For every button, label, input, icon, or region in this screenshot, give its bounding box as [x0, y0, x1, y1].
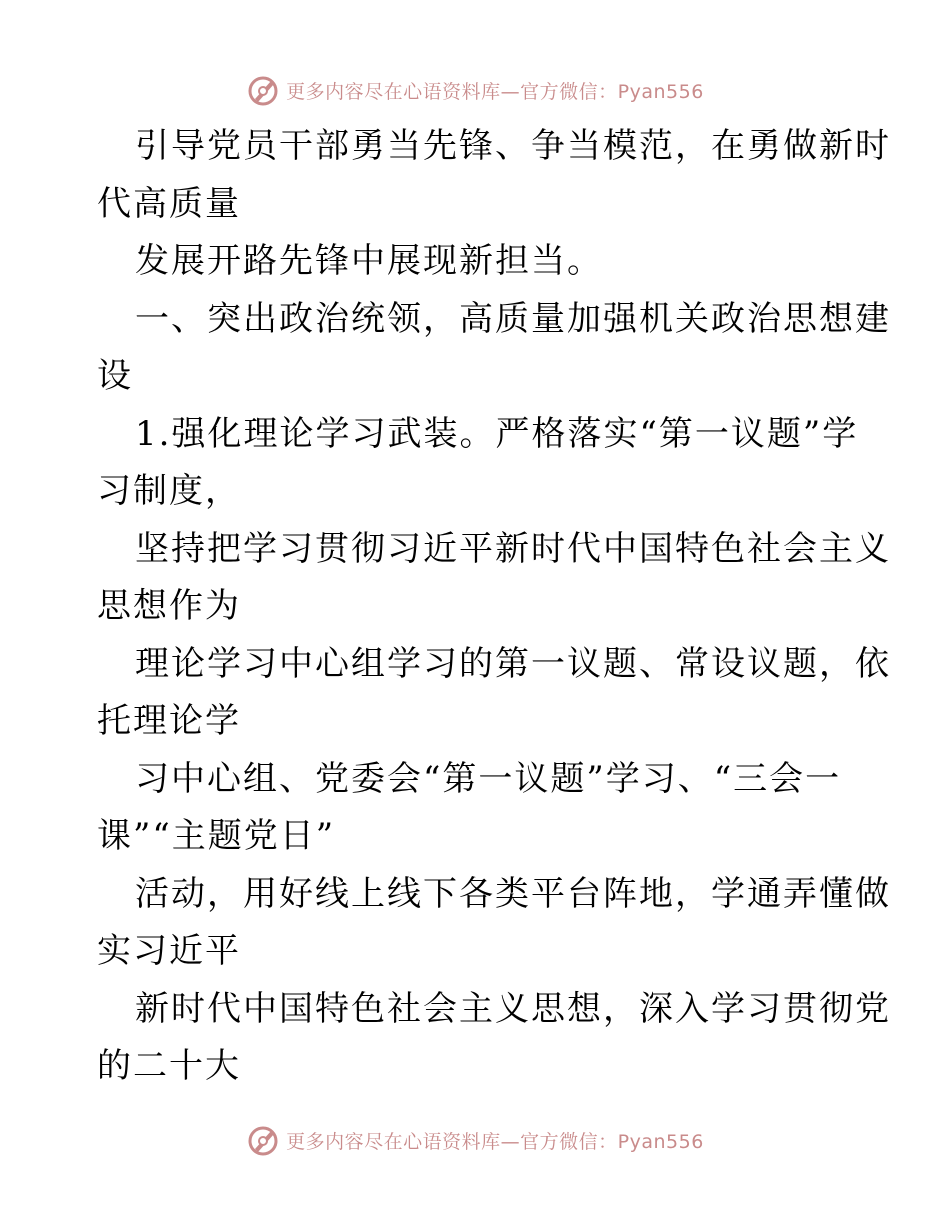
- header-watermark: [0, 70, 950, 110]
- pen-circle-logo-icon: [246, 1123, 280, 1157]
- paragraph: 习中心组、党委会“第一议题”学习、“三会一 课”“主题党日”: [97, 758, 842, 856]
- paragraph: 坚持把学习贯彻习近平新时代中国特色社会主义 思想作为: [97, 528, 891, 626]
- paragraph: 一、突出政治统领，高质量加强机关政治思想建 设: [97, 298, 891, 396]
- footer-watermark: [0, 1120, 950, 1160]
- watermark-text: 更多内容尽在心语资料库—官方微信：Pyan556: [286, 80, 704, 103]
- paragraph: 理论学习中心组学习的第一议题、常设议题，依 托理论学: [97, 643, 891, 741]
- paragraph: 引导党员干部勇当先锋、争当模范，在勇做新时 代高质量: [97, 126, 891, 224]
- paragraph: 1.强化理论学习武装。严格落实“第一议题”学 习制度，: [97, 413, 859, 511]
- paragraph: 发展开路先锋中展现新担当。: [135, 241, 603, 281]
- document-body: [97, 118, 891, 1096]
- pen-circle-logo-icon: [246, 73, 280, 107]
- paragraph: 新时代中国特色社会主义思想，深入学习贯彻党 的二十大: [97, 988, 891, 1086]
- paragraph: 活动，用好线上线下各类平台阵地，学通弄懂做 实习近平: [97, 873, 891, 971]
- watermark-text: 更多内容尽在心语资料库—官方微信：Pyan556: [286, 1130, 704, 1153]
